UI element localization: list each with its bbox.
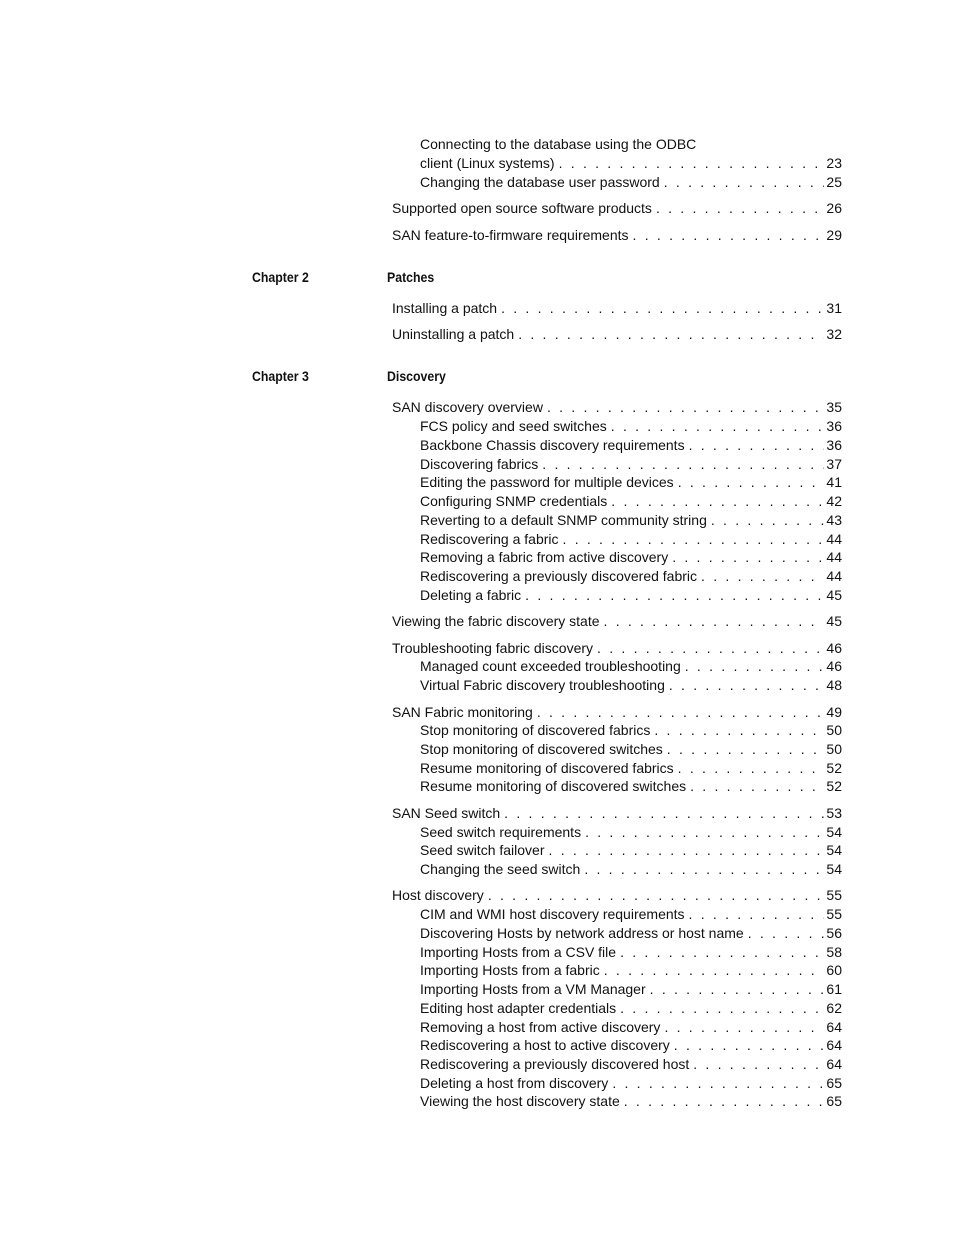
toc-entry[interactable]: [420, 511, 842, 529]
toc-page-number: 49: [826, 704, 842, 720]
toc-page-number: 50: [826, 722, 842, 738]
toc-entry[interactable]: [420, 999, 842, 1017]
toc-entry[interactable]: [420, 943, 842, 961]
toc-page-number: 36: [826, 437, 842, 453]
dot-leader: [620, 999, 824, 1017]
toc-entry-label: Uninstalling a patch: [392, 326, 515, 342]
dot-leader: [504, 804, 824, 822]
toc-entry[interactable]: [420, 473, 842, 491]
dot-leader: [584, 860, 824, 878]
toc-entry-label: Installing a patch: [392, 300, 498, 316]
dot-leader: [678, 759, 825, 777]
toc-entry[interactable]: [420, 777, 842, 795]
dot-leader: [748, 924, 825, 942]
toc-page-number: 29: [826, 227, 842, 243]
chapter-2-title[interactable]: Patches: [387, 269, 435, 285]
dot-leader: [597, 639, 824, 657]
toc-entry-label: CIM and WMI host discovery requirements: [420, 906, 685, 922]
toc-page-number: 45: [826, 587, 842, 603]
dot-leader: [664, 1018, 824, 1036]
toc-entry[interactable]: [392, 612, 842, 630]
dot-leader: [667, 740, 825, 758]
toc-entry[interactable]: [420, 721, 842, 739]
toc-entry-label: Editing the password for multiple devices: [420, 474, 674, 490]
dot-leader: [525, 586, 824, 604]
toc-page-number: 32: [826, 326, 842, 342]
toc-entry[interactable]: [420, 548, 842, 566]
toc-entry-label: SAN Seed switch: [392, 805, 501, 821]
toc-page-number: 55: [826, 906, 842, 922]
toc-page-number: 26: [826, 200, 842, 216]
toc-entry[interactable]: [420, 841, 842, 859]
toc-page-number: 65: [826, 1075, 842, 1091]
toc-page-number: 65: [826, 1093, 842, 1109]
dot-leader: [672, 548, 824, 566]
toc-entry-label: Rediscovering a previously discovered host: [420, 1056, 690, 1072]
dot-leader: [690, 777, 824, 795]
toc-entry-install-patch[interactable]: [392, 299, 842, 317]
toc-entry-label: client (Linux systems): [420, 155, 555, 171]
chapter-3-label: Chapter 3: [252, 368, 309, 384]
toc-entry[interactable]: [420, 1036, 842, 1054]
toc-entry[interactable]: [392, 703, 842, 721]
toc-entry-label: Importing Hosts from a fabric: [420, 962, 600, 978]
toc-entry[interactable]: [420, 567, 842, 585]
dot-leader: [656, 199, 824, 217]
toc-entry[interactable]: [420, 676, 842, 694]
dot-leader: [678, 473, 825, 491]
toc-entry[interactable]: [420, 759, 842, 777]
toc-entry[interactable]: [420, 1018, 842, 1036]
toc-entry-label: SAN Fabric monitoring: [392, 704, 533, 720]
toc-entry-label: Discovering fabrics: [420, 456, 539, 472]
toc-entry-label: Configuring SNMP credentials: [420, 493, 608, 509]
toc-entry[interactable]: [420, 860, 842, 878]
toc-page-number: 54: [826, 842, 842, 858]
toc-entry-label: Importing Hosts from a CSV file: [420, 944, 617, 960]
toc-entry-label: Seed switch failover: [420, 842, 545, 858]
toc-page-number: 25: [826, 174, 842, 190]
dot-leader: [611, 417, 825, 435]
chapter-3-title[interactable]: Discovery: [387, 368, 446, 384]
toc-entry-change-db-password[interactable]: [420, 173, 842, 191]
toc-entry-label: Reverting to a default SNMP community string: [420, 512, 707, 528]
toc-entry-label: Backbone Chassis discovery requirements: [420, 437, 685, 453]
dot-leader: [537, 703, 825, 721]
toc-entry[interactable]: [420, 492, 842, 510]
dot-leader: [547, 398, 824, 416]
toc-entry-label: Host discovery: [392, 887, 484, 903]
toc-entry[interactable]: [420, 1055, 842, 1073]
toc-entry[interactable]: [420, 455, 842, 473]
toc-entry-label: Deleting a fabric: [420, 587, 522, 603]
toc-entry[interactable]: [420, 436, 842, 454]
dot-leader: [604, 612, 825, 630]
toc-page-number: 44: [826, 568, 842, 584]
toc-entry-label: Changing the seed switch: [420, 861, 581, 877]
toc-entry[interactable]: [392, 639, 842, 657]
dot-leader: [559, 154, 825, 172]
toc-page-number: 41: [826, 474, 842, 490]
toc-page-number: 52: [826, 760, 842, 776]
toc-entry-label: Resume monitoring of discovered fabrics: [420, 760, 674, 776]
toc-entry-uninstall-patch[interactable]: [392, 325, 842, 343]
dot-leader: [633, 226, 825, 244]
toc-entry-label: Viewing the fabric discovery state: [392, 613, 600, 629]
dot-leader: [501, 299, 824, 317]
toc-page-number: 23: [826, 155, 842, 171]
dot-leader: [549, 841, 825, 859]
dot-leader: [585, 823, 824, 841]
toc-page-number: 64: [826, 1056, 842, 1072]
toc-entry[interactable]: [420, 530, 842, 548]
dot-leader: [650, 980, 825, 998]
dot-leader: [674, 1036, 825, 1054]
toc-entry[interactable]: [420, 657, 842, 675]
dot-leader: [711, 511, 825, 529]
toc-page-number: 52: [826, 778, 842, 794]
toc-entry[interactable]: [420, 924, 842, 942]
dot-leader: [669, 676, 825, 694]
toc-entry[interactable]: [420, 417, 842, 435]
toc-page-number: 37: [826, 456, 842, 472]
toc-page-number: 42: [826, 493, 842, 509]
toc-entry-label: Removing a host from active discovery: [420, 1019, 661, 1035]
toc-entry-label: Discovering Hosts by network address or host name: [420, 925, 744, 941]
toc-page-number: 58: [826, 944, 842, 960]
toc-entry[interactable]: [420, 740, 842, 758]
toc-page-number: 55: [826, 887, 842, 903]
dot-leader: [654, 721, 824, 739]
toc-entry-label: Troubleshooting fabric discovery: [392, 640, 594, 656]
toc-page-number: 62: [826, 1000, 842, 1016]
dot-leader: [689, 905, 825, 923]
toc-entry-label: Stop monitoring of discovered switches: [420, 741, 663, 757]
toc-page-number: 54: [826, 824, 842, 840]
toc-entry-label: Removing a fabric from active discovery: [420, 549, 669, 565]
toc-entry-label: Supported open source software products: [392, 200, 652, 216]
toc-entry[interactable]: [420, 823, 842, 841]
toc-entry-label: Deleting a host from discovery: [420, 1075, 609, 1091]
toc-page-number: 54: [826, 861, 842, 877]
dot-leader: [518, 325, 824, 343]
toc-entry-label: Seed switch requirements: [420, 824, 582, 840]
toc-page-number: 50: [826, 741, 842, 757]
dot-leader: [612, 1074, 824, 1092]
chapter-2-label: Chapter 2: [252, 269, 309, 285]
dot-leader: [701, 567, 824, 585]
dot-leader: [542, 455, 824, 473]
toc-page-number: 64: [826, 1037, 842, 1053]
dot-leader: [693, 1055, 824, 1073]
toc-entry-firmware-req[interactable]: [392, 226, 842, 244]
toc-page-number: 43: [826, 512, 842, 528]
dot-leader: [611, 492, 824, 510]
toc-entry[interactable]: [392, 886, 842, 904]
toc-entry-label: Importing Hosts from a VM Manager: [420, 981, 646, 997]
toc-page-number: 44: [826, 531, 842, 547]
toc-entry-label: SAN discovery overview: [392, 399, 543, 415]
dot-leader: [604, 961, 825, 979]
toc-entry-label: Rediscovering a fabric: [420, 531, 559, 547]
toc-entry-label: SAN feature-to-firmware requirements: [392, 227, 629, 243]
toc-entry-label: Editing host adapter credentials: [420, 1000, 617, 1016]
toc-page-number: 48: [826, 677, 842, 693]
toc-entry[interactable]: [420, 905, 842, 923]
toc-entry-label: Rediscovering a host to active discovery: [420, 1037, 670, 1053]
toc-page-number: 53: [826, 805, 842, 821]
toc-entry-label: Stop monitoring of discovered fabrics: [420, 722, 651, 738]
dot-leader: [620, 943, 824, 961]
toc-page-number: 64: [826, 1019, 842, 1035]
toc-entry[interactable]: [392, 398, 842, 416]
dot-leader: [488, 886, 825, 904]
toc-entry-label: Rediscovering a previously discovered fabric: [420, 568, 698, 584]
toc-page-number: 45: [826, 613, 842, 629]
toc-page-number: 36: [826, 418, 842, 434]
toc-page-number: 31: [826, 300, 842, 316]
dot-leader: [685, 657, 825, 675]
toc-entry-label: Viewing the host discovery state: [420, 1093, 620, 1109]
toc-entry[interactable]: [420, 1092, 842, 1110]
toc-page-number: 35: [826, 399, 842, 415]
toc-entry-open-source[interactable]: [392, 199, 842, 217]
toc-entry-odbc-linux[interactable]: [420, 154, 842, 172]
toc-page-number: 44: [826, 549, 842, 565]
dot-leader: [689, 436, 825, 454]
toc-entry-label: Changing the database user password: [420, 174, 660, 190]
toc-entry[interactable]: [420, 1074, 842, 1092]
toc-page-number: 61: [826, 981, 842, 997]
toc-entry[interactable]: [392, 804, 842, 822]
dot-leader: [624, 1092, 825, 1110]
toc-entry[interactable]: [420, 586, 842, 604]
toc-entry-text-continued: Connecting to the database using the ODBC: [420, 136, 697, 152]
dot-leader: [664, 173, 825, 191]
toc-entry-label: Virtual Fabric discovery troubleshooting: [420, 677, 665, 693]
toc-entry[interactable]: [420, 961, 842, 979]
toc-page-number: 46: [826, 658, 842, 674]
toc-page-number: 56: [826, 925, 842, 941]
toc-page-number: 46: [826, 640, 842, 656]
toc-entry-label: FCS policy and seed switches: [420, 418, 607, 434]
toc-entry-label: Managed count exceeded troubleshooting: [420, 658, 681, 674]
dot-leader: [563, 530, 825, 548]
toc-entry-label: Resume monitoring of discovered switches: [420, 778, 687, 794]
toc-entry[interactable]: [420, 980, 842, 998]
toc-page-number: 60: [826, 962, 842, 978]
